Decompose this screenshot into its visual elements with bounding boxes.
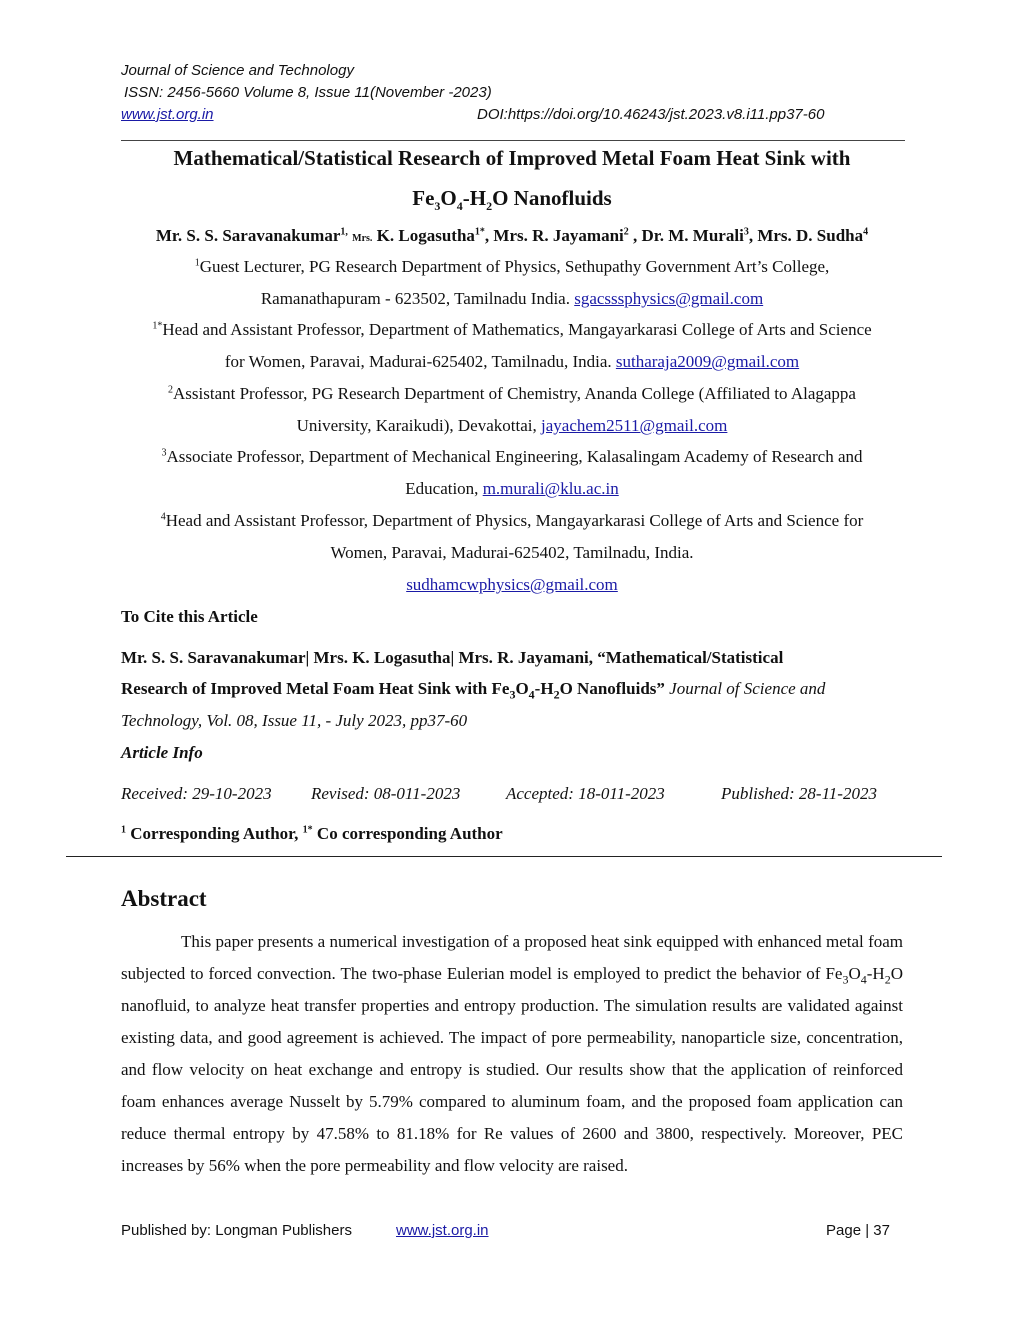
email-link[interactable]: m.murali@klu.ac.in <box>482 479 619 498</box>
cite-line1: Mr. S. S. Saravanakumar| Mrs. K. Logasutha| Mrs. R. Jayamani, “Mathematical/Statistical <box>121 648 784 667</box>
paper-title-line2: $Fe_3O_4-H_2O$ Nanofluids <box>412 186 612 214</box>
author-2: Mrs. K. Logasutha$^{1*}$, <box>352 226 490 245</box>
affiliation-5-line1: $^4$Head and Assistant Professor, Department of Physics, Mangayarkarasi College of Arts and Science for <box>160 511 864 530</box>
footer-website-link-text[interactable]: www.jst.org.in <box>396 1222 489 1239</box>
received-date: Received: 29-10-2023 <box>121 784 272 803</box>
journal-website-link[interactable] <box>121 106 214 124</box>
author-list <box>60 225 964 250</box>
paper-title-line1: Mathematical/Statistical Research of Improved Metal Foam Heat Sink with <box>173 146 851 170</box>
author-4: Dr. M. Murali$^3$, <box>641 226 754 245</box>
cite-line3: Technology, Vol. 08, Issue 11, - July 2023, pp37-60 <box>121 711 468 730</box>
affiliation-5-email <box>60 574 964 596</box>
abstract-heading: Abstract <box>121 886 207 911</box>
doi-line: DOI:https://doi.org/10.46243/jst.2023.v8.i11.pp37-60 <box>477 106 825 123</box>
header-rule <box>121 140 905 141</box>
page-number: Page | 37 <box>826 1222 890 1239</box>
cite-heading: To Cite this Article <box>121 607 258 626</box>
affiliation-1-line1: $^1$Guest Lecturer, PG Research Department of Physics, Sethupathy Government Art’s College, <box>194 257 830 276</box>
footer-website-link[interactable] <box>396 1222 489 1239</box>
affiliation-3-line2: University, Karaikudi), Devakottai, jayachem2511@gmail.com <box>296 416 728 435</box>
cite-line2: Research of Improved Metal Foam Heat Sink with $Fe_3O_4-H_2O$ Nanofluids” Journal of Science and <box>121 679 826 702</box>
affiliation-3-line1: $^2$Assistant Professor, PG Research Department of Chemistry, Ananda College (Affiliated to Alagappa <box>168 384 856 403</box>
affiliation-4-line2: Education, m.murali@klu.ac.in <box>405 479 619 498</box>
section-rule <box>66 856 942 857</box>
affiliation-2-line1: $^{1*}$Head and Assistant Professor, Department of Mathematics, Mangayarkarasi College of Arts and Science <box>152 320 872 339</box>
abstract-body: This paper presents a numerical investigation of a proposed heat sink equipped with enhanced metal foam subjected to forced convection. The two-phase Eulerian model is employed to predict the behavior of $Fe_3O_4-H_2O$ nanofluid, to analyze heat transfer properties and entropy production. The simulation results are validated against existing data, and good agreement is achieved. The impact of pore permeability, nanoparticle size, concentration, and flow velocity on heat exchange and entropy is studied. Our results show that the application of reinforced foam enhances average Nusselt by 5.79% compared to aluminum foam, and the proposed foam application can reduce thermal entropy by 47.58% to 81.18% for Re values of 2600 and 3800, respectively. Moreover, PEC increases by 56% when the pore permeability and flow velocity are raised. <box>121 932 903 1175</box>
author-5: Mrs. D. Sudha$^4$ <box>757 226 869 245</box>
published-date: Published: 28-11-2023 <box>721 784 877 803</box>
email-link[interactable]: sgacsssphysics@gmail.com <box>574 289 764 308</box>
email-link[interactable]: sutharaja2009@gmail.com <box>615 352 800 371</box>
journal-website-link-text[interactable]: www.jst.org.in <box>121 106 214 123</box>
email-link[interactable]: sudhamcwphysics@gmail.com <box>406 575 618 594</box>
author-1: Mr. S. S. Saravanakumar$^{1,}$ <box>155 226 348 245</box>
revised-date: Revised: 08-011-2023 <box>311 784 461 803</box>
author-3: Mrs. R. Jayamani$^2$ , <box>493 226 638 245</box>
accepted-date: Accepted: 18-011-2023 <box>506 784 665 803</box>
journal-name: Journal of Science and Technology <box>121 62 354 79</box>
affiliation-4-line1: $^3$Associate Professor, Department of Mechanical Engineering, Kalasalingam Academy of Research and <box>161 447 863 466</box>
issn-line: ISSN: 2456-5660 Volume 8, Issue 11(November -2023) <box>124 84 492 101</box>
affiliation-1-line2: Ramanathapuram - 623502, Tamilnadu India. sgacsssphysics@gmail.com <box>260 289 764 308</box>
email-link[interactable]: jayachem2511@gmail.com <box>541 416 728 435</box>
article-info-heading: Article Info <box>121 743 203 762</box>
affiliation-5-line2: Women, Paravai, Madurai-625402, Tamilnadu, India. <box>330 543 694 562</box>
affiliation-2-line2: for Women, Paravai, Madurai-625402, Tamilnadu, India. sutharaja2009@gmail.com <box>224 352 800 371</box>
corresponding-author-note: $^1$ Corresponding Author, $^{1*}$ Co corresponding Author <box>121 824 503 843</box>
footer-publisher: Published by: Longman Publishers <box>121 1222 352 1239</box>
